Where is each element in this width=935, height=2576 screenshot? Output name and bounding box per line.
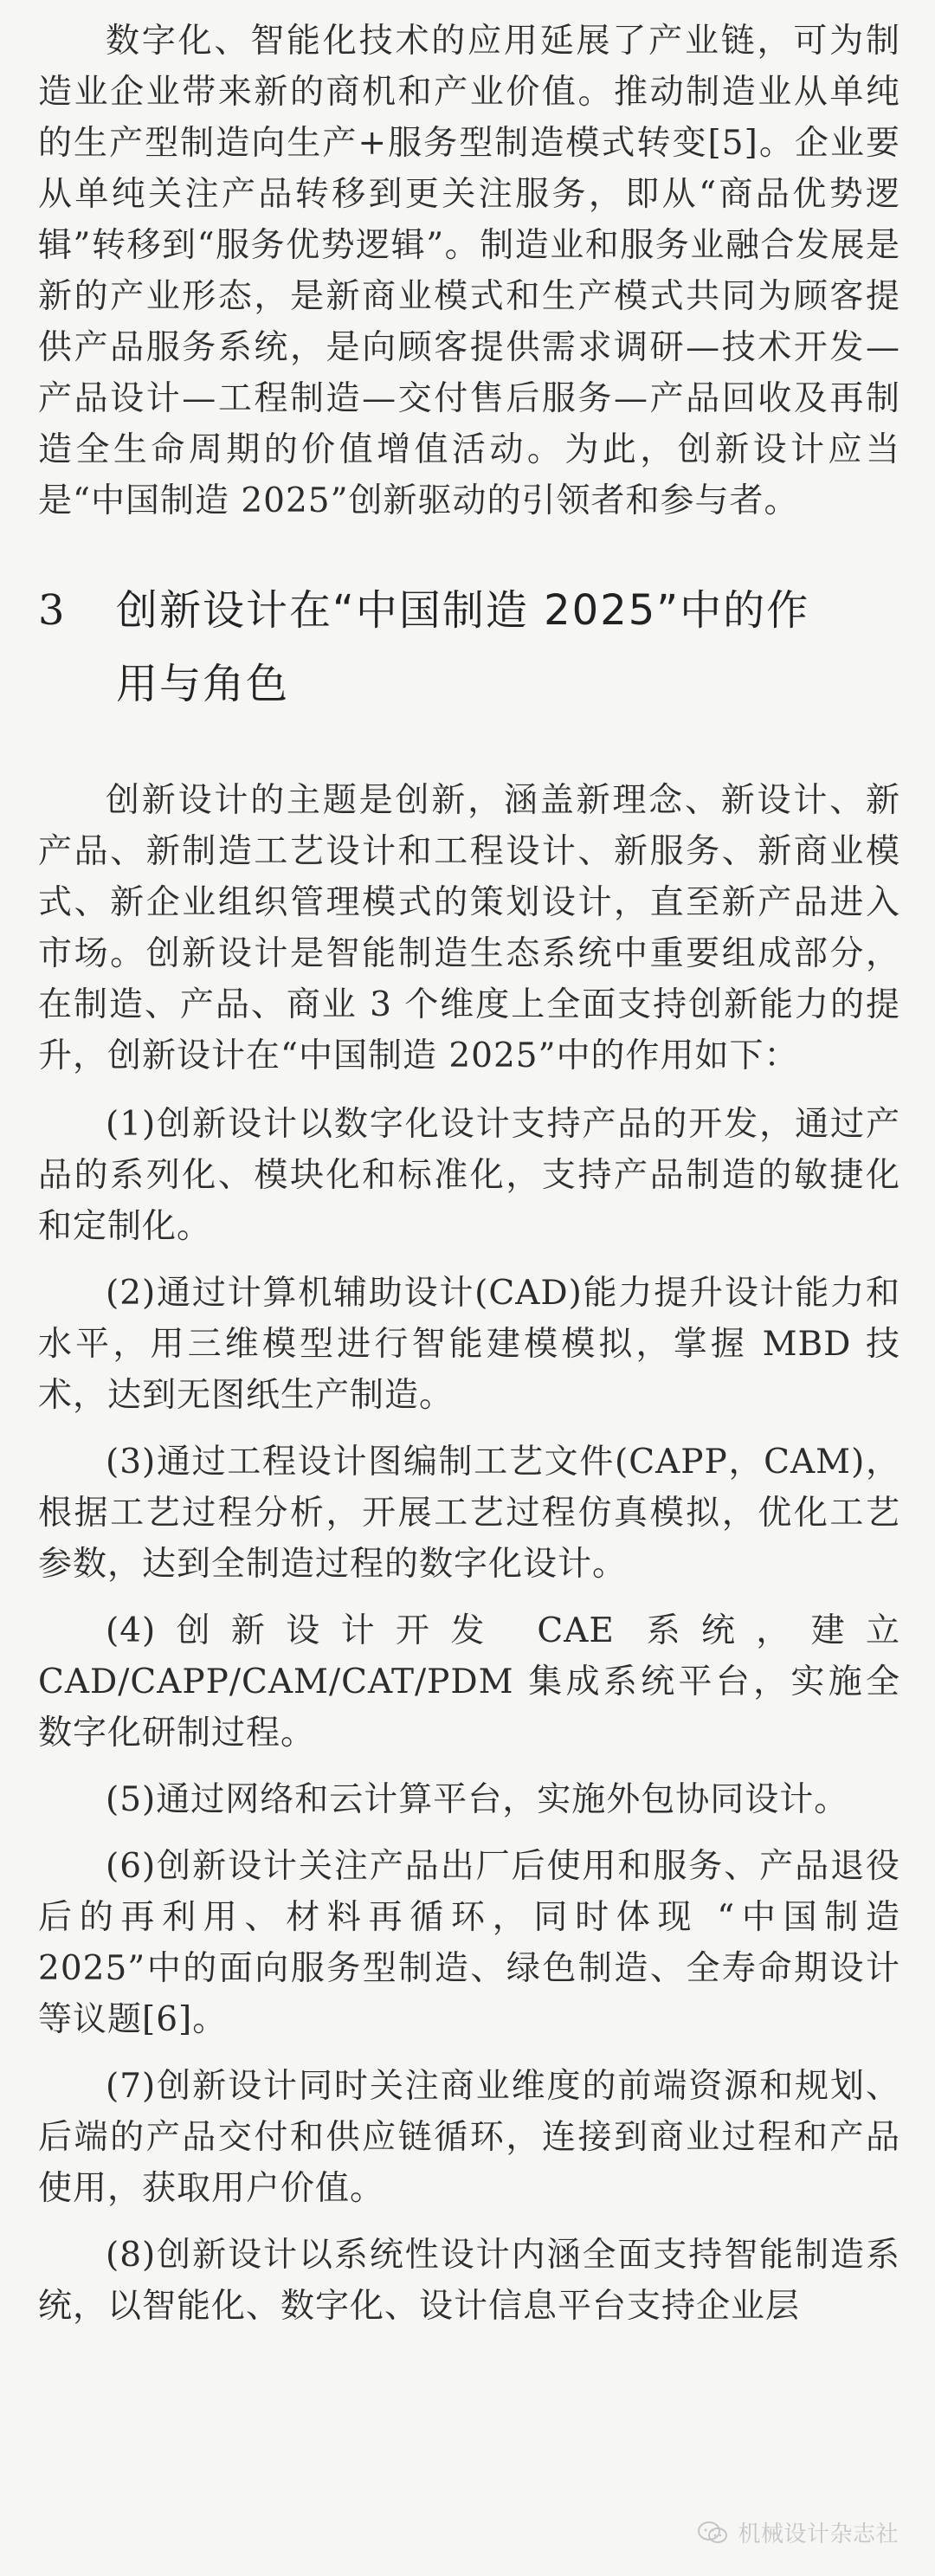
list-item-3: (3)通过工程设计图编制工艺文件(CAPP，CAM)，根据工艺过程分析，开展工艺过程仿真模拟，优化工艺参数，达到全制造过程的数字化设计。 [38,1443,900,1584]
list-item-5: (5)通过网络和云计算平台，实施外包协同设计。 [106,1780,849,1819]
list-item-2: (2)通过计算机辅助设计(CAD)能力提升设计能力和水平，用三维模型进行智能建模模拟，掌握 MBD 技术，达到无图纸生产制造。 [38,1274,900,1415]
section-paragraph: 创新设计的主题是创新，涵盖新理念、新设计、新产品、新制造工艺设计和工程设计、新服务、新商业模式、新企业组织管理模式的策划设计，直至新产品进入市场。创新设计是智能制造生态系统中重要组成部分，在制造、产品、商业 3 个维度上全面支持创新能力的提升，创新设计在“中国制造 2025”中的作用如下： [38,781,900,1075]
section-number: 3 [38,586,67,635]
section-title: 创新设计在“中国制造 2025”中的作用与角色 [116,586,810,708]
list-item-1: (1)创新设计以数字化设计支持产品的开发，通过产品的系列化、模块化和标准化，支持产品制造的敏捷化和定制化。 [38,1105,900,1246]
watermark-text: 机械设计杂志社 [738,2521,899,2547]
list-item-6: (6)创新设计关注产品出厂后使用和服务、产品退役后的再利用、材料再循环，同时体现 “中国制造 2025”中的面向服务型制造、绿色制造、全寿命期设计等议题[6]。 [38,1847,900,2039]
list-item-8: (8)创新设计以系统性设计内涵全面支持智能制造系统，以智能化、数字化、设计信息平台支持企业层 [38,2236,900,2326]
section-heading [38,574,900,721]
list-item-4: (4)创新设计开发 CAE 系统，建立 CAD/CAPP/CAM/CAT/PDM 集成系统平台，实施全数字化研制过程。 [38,1611,900,1753]
list-item-7: (7)创新设计同时关注商业维度的前端资源和规划、后端的产品交付和供应链循环，连接到商业过程和产品使用，获取用户价值。 [38,2067,900,2208]
wechat-icon [696,2520,729,2546]
watermark [696,2516,899,2548]
intro-paragraph: 数字化、智能化技术的应用延展了产业链，可为制造业企业带来新的商机和产业价值。推动制造业从单纯的生产型制造向生产+服务型制造模式转变[5]。企业要从单纯关注产品转移到更关注服务，即从“商品优势逻辑”转移到“服务优势逻辑”。制造业和服务业融合发展是新的产业形态，是新商业模式和生产模式共同为顾客提供产品服务系统，是向顾客提供需求调研—技术开发—产品设计—工程制造—交付售后服务—产品回收及再制造全生命周期的价值增值活动。为此，创新设计应当是“中国制造 2025”创新驱动的引领者和参与者。 [38,22,900,520]
